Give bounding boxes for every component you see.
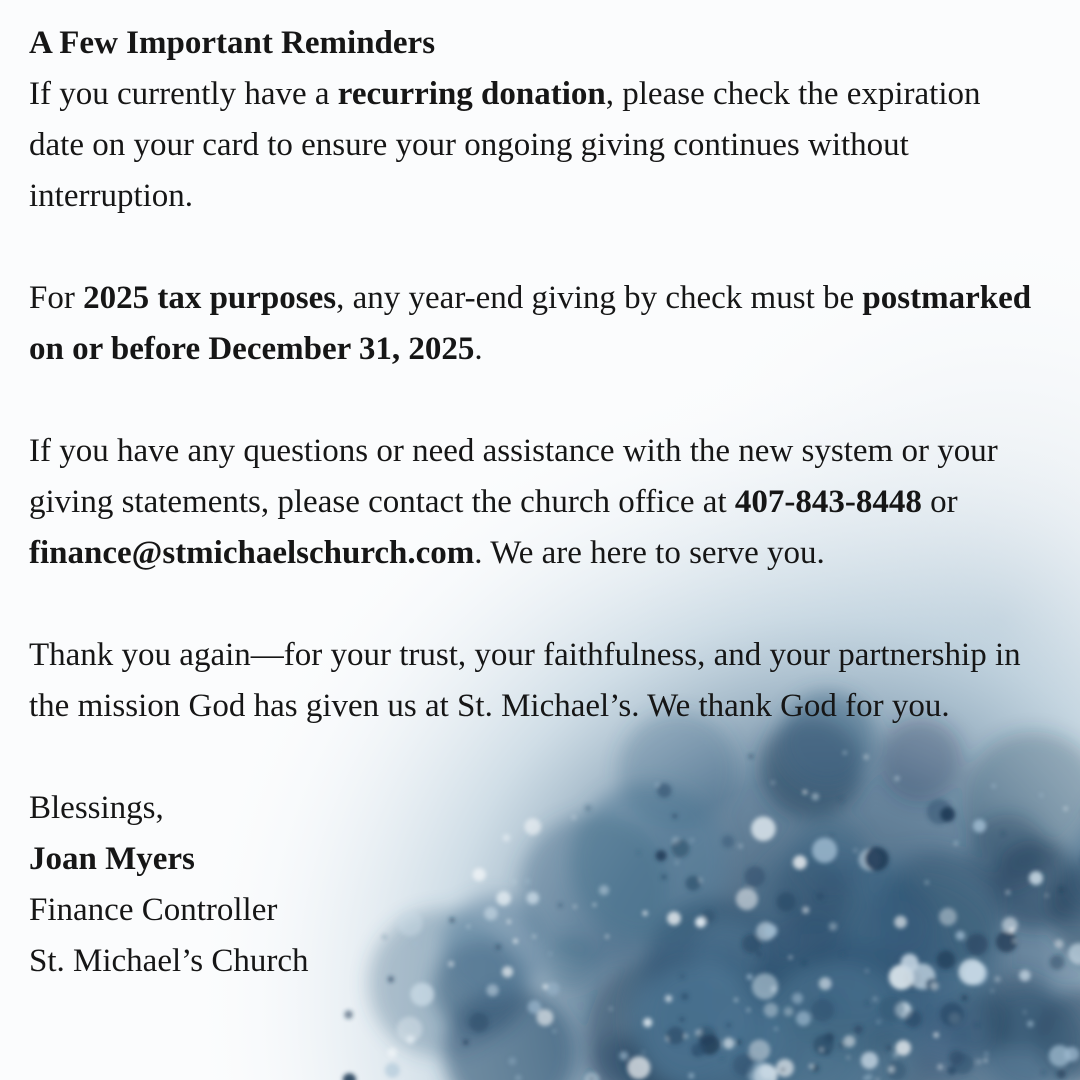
contact-paragraph: If you have any questions or need assistance with the new system or your giving statements, please contact the church office at 407-843-8448 or finance@stmichaelschurch.com. We are here to serve you. [29, 433, 998, 571]
letter-body [29, 18, 1039, 987]
thank-you-paragraph: Thank you again—for your trust, your faithfulness, and your partnership in the mission God has given us at St. Michael’s. We thank God for you. [29, 637, 1021, 724]
signer-name: Joan Myers [29, 841, 195, 877]
reminders-heading: A Few Important Reminders [29, 25, 436, 61]
tax-purposes-emphasis: 2025 tax purposes [83, 280, 337, 316]
office-phone: 407-843-8448 [734, 484, 922, 520]
closing-salutation: Blessings, [29, 790, 164, 826]
recurring-donation-paragraph: If you currently have a recurring donation, please check the expiration date on your card to ensure your ongoing giving continues without interruption. [29, 76, 981, 214]
tax-deadline-paragraph: For 2025 tax purposes, any year-end giving by check must be postmarked on or before December 31, 2025. [29, 280, 1032, 367]
signer-organization: St. Michael’s Church [29, 943, 309, 979]
finance-email: finance@stmichaelschurch.com [29, 535, 475, 571]
postmark-deadline-emphasis: postmarked on or before December 31, 2025 [29, 280, 1032, 367]
recurring-donation-emphasis: recurring donation [337, 76, 606, 112]
signer-title: Finance Controller [29, 892, 278, 928]
